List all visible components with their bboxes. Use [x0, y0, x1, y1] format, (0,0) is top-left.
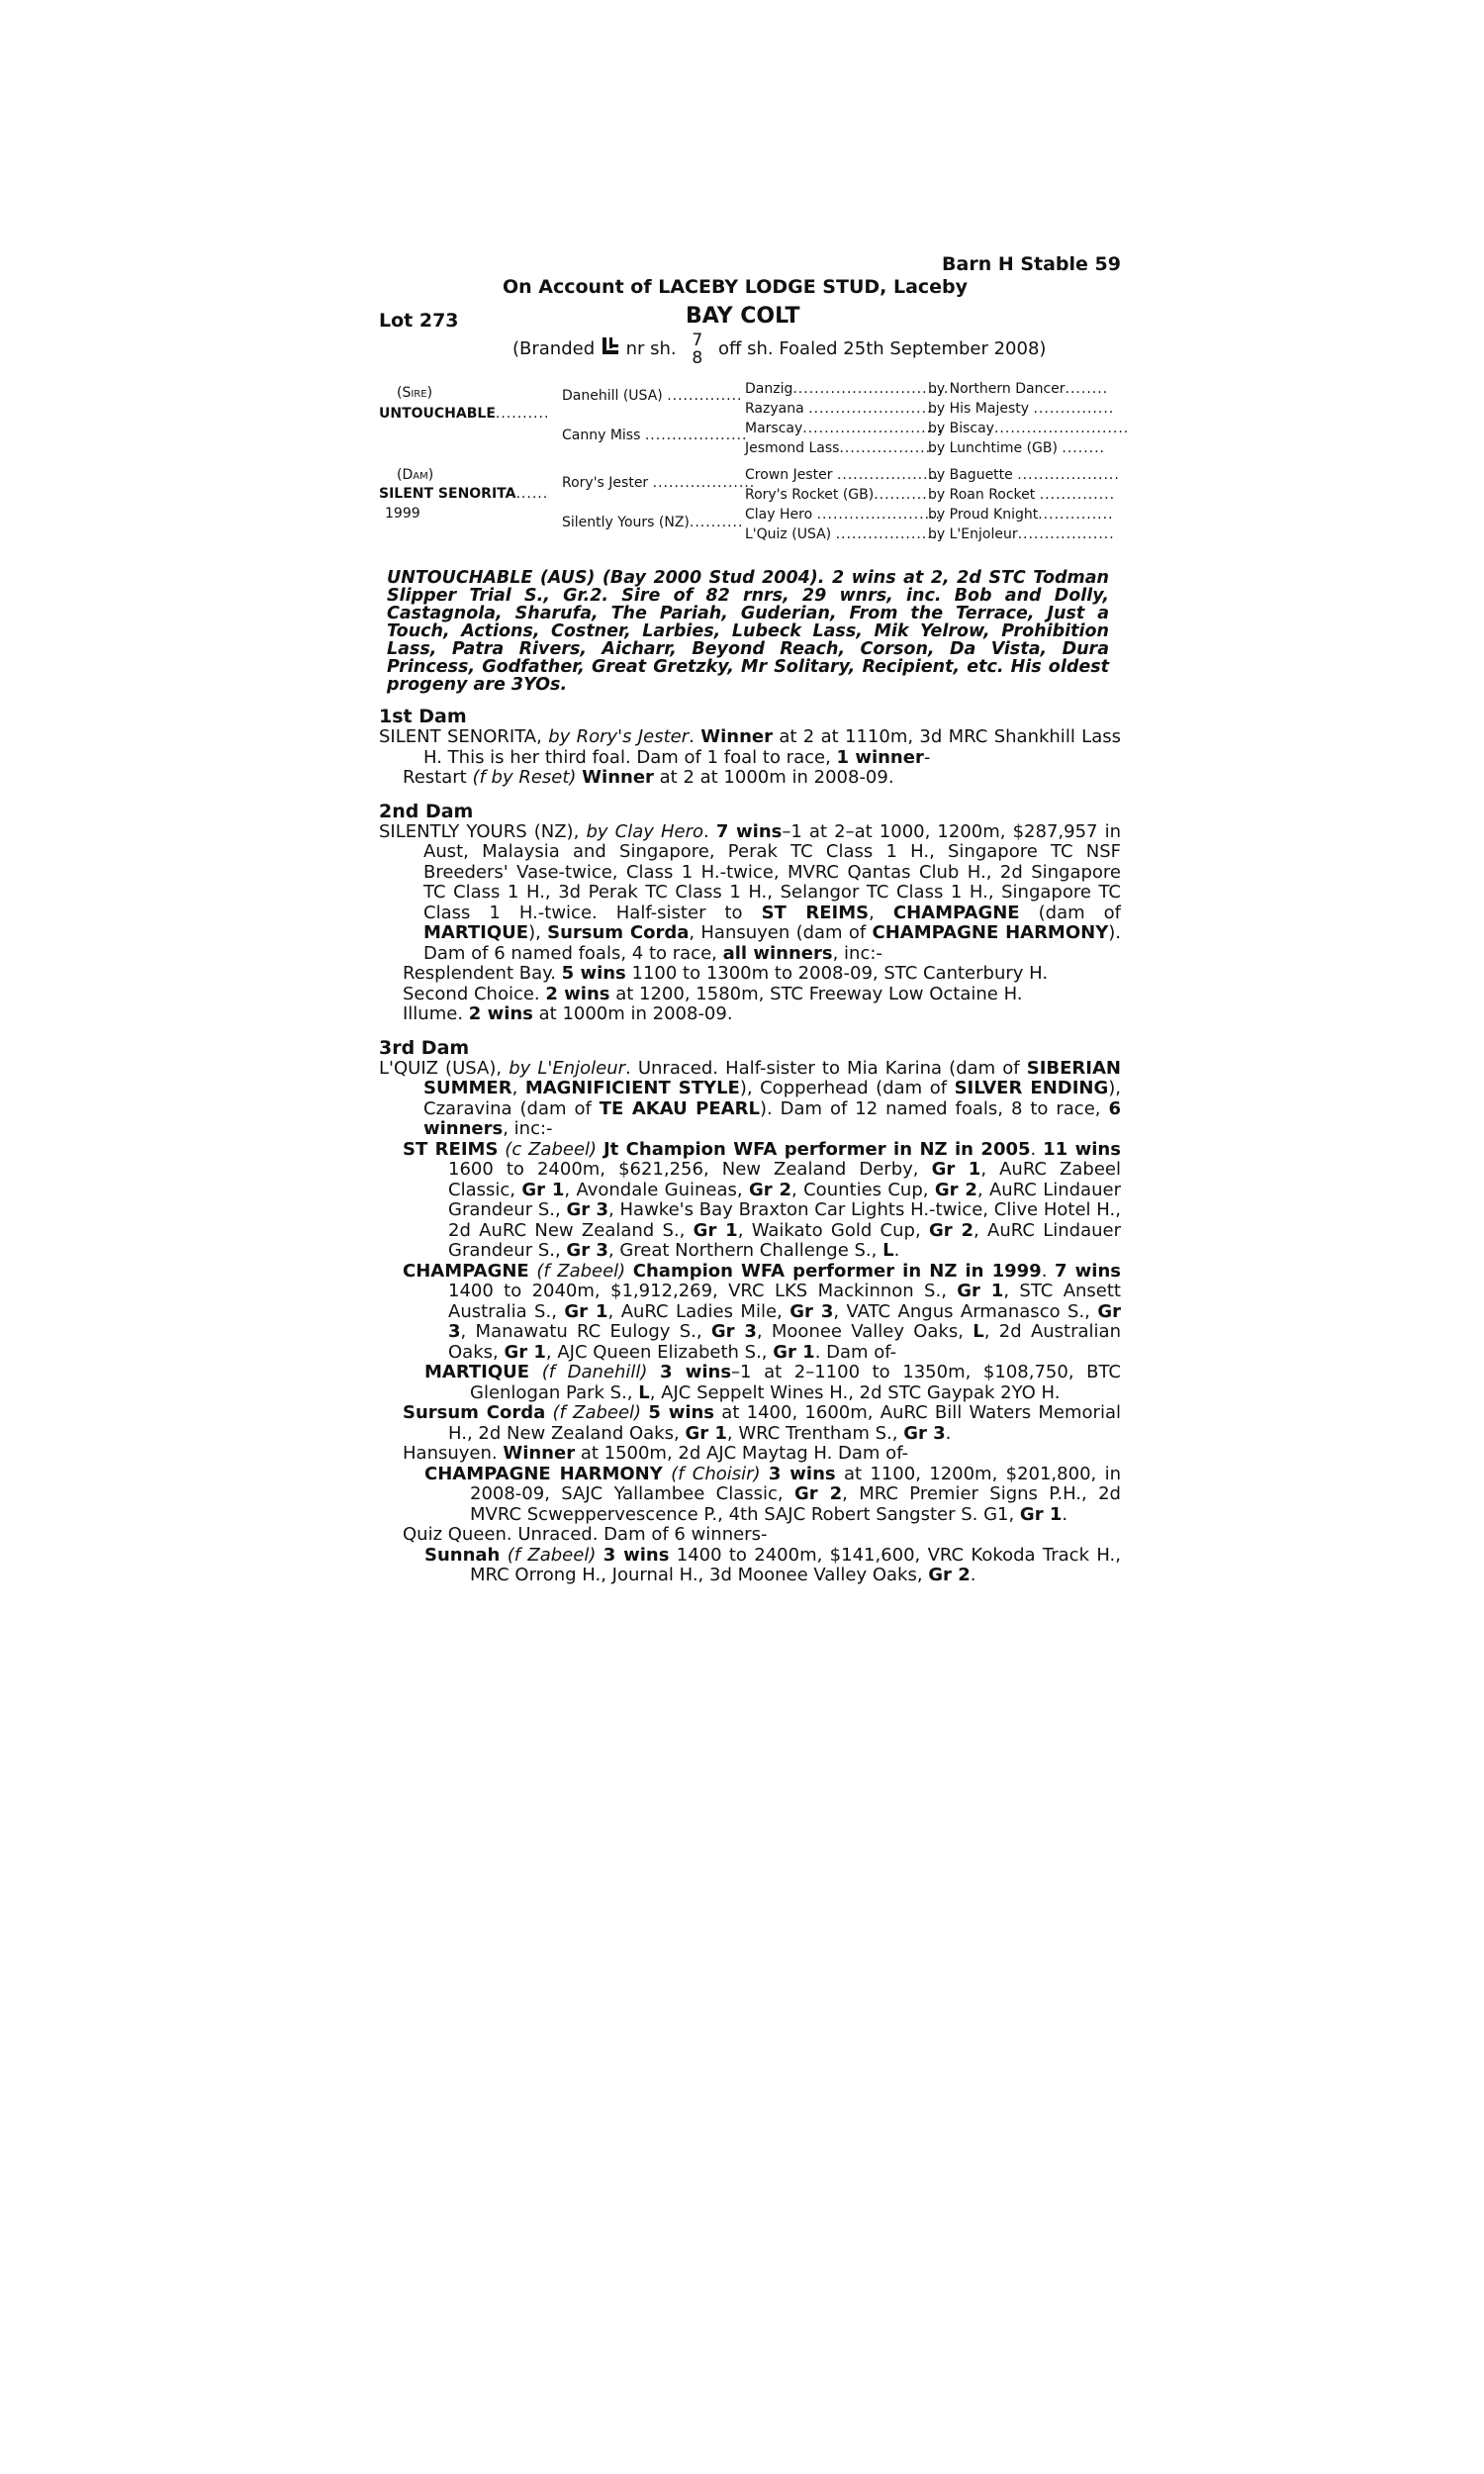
sdd-text: by Lunchtime (GB): [928, 440, 1058, 456]
grade: Gr 2: [794, 1483, 843, 1504]
dam-by: by L'Enjoleur: [509, 1057, 626, 1079]
progeny-entry: [379, 964, 1121, 985]
bold-text: Champion WFA performer in NZ in 1999: [632, 1260, 1042, 1282]
text: , WRC Trentham S.,: [726, 1422, 904, 1444]
brand-fraction: [692, 332, 702, 367]
dd-dam: L'Quiz (USA) ....................: [745, 526, 944, 542]
dam-name: SILENT SENORITA......: [379, 486, 549, 502]
text: , AuRC Lindauer Grandeur S.,: [448, 1219, 1121, 1261]
sss: by Northern Dancer........: [928, 381, 1109, 397]
grade: Gr 1: [693, 1219, 738, 1241]
text: at 1500m, 2d AJC Maytag H. Dam of-: [575, 1443, 909, 1464]
bold-text: MAGNIFICIENT STYLE: [524, 1078, 740, 1098]
text: ), Czaravina (dam of: [423, 1078, 1121, 1119]
progeny-by: (f Zabeel): [507, 1544, 597, 1566]
text: ),: [528, 922, 548, 943]
progeny-entry: [379, 1465, 1121, 1526]
grade: Gr 3: [903, 1422, 946, 1444]
text: –1 at 2–at 1000, 1200m, $287,957 in Aust, Malaysia and Singapore, Perak TC Class 1 H., Singapore TC NSF Breeders' Vase-twice, Class 1 H.-twice, MVRC Qantas Club H., 2d Singapore TC Class 1 H., 3d Perak TC Class 1 H., Selangor TC Class 1 H., Singapore TC Class 1 H.-twice. Half-sister to: [423, 820, 1122, 923]
grade: Gr 2: [934, 1179, 977, 1200]
text: , 2d Australian Oaks,: [448, 1321, 1121, 1363]
bold-text: SILVER ENDING: [954, 1078, 1109, 1098]
text: , inc:-: [503, 1118, 553, 1139]
sd-dam: Jesmond Lass..................: [745, 440, 937, 456]
text: 1400 to 2040m, $1,912,269, VRC LKS Mackinnon S.,: [448, 1281, 958, 1301]
sire-dam-text: Canny Miss: [562, 428, 641, 443]
sire-label: (Sire): [397, 385, 433, 401]
grade: Gr 1: [1019, 1503, 1063, 1525]
third-dam-entry: [379, 1059, 1121, 1140]
text: ,: [869, 902, 893, 923]
bold-text: Winner: [503, 1443, 576, 1464]
dam-name-text: SILENT SENORITA: [379, 486, 516, 502]
progeny-entry: [379, 1004, 1121, 1025]
text: , Moonee Valley Oaks,: [756, 1321, 974, 1342]
dd-dam-text: L'Quiz (USA): [745, 526, 832, 542]
dsd-text: by Roan Rocket: [928, 487, 1036, 503]
progeny-entry: [379, 1140, 1121, 1262]
text: , Counties Cup,: [791, 1179, 935, 1200]
ssd-text: by His Majesty: [928, 401, 1030, 417]
progeny-by: (f Zabeel): [536, 1260, 626, 1282]
grade: Gr 3: [448, 1300, 1121, 1342]
progeny-entry: [379, 1363, 1121, 1403]
text: Resplendent Bay.: [403, 963, 562, 984]
progeny-name: Sursum Corda: [403, 1402, 546, 1423]
bold-text: 1 winner: [836, 746, 924, 768]
text: .: [703, 820, 716, 842]
grade: Gr 3: [789, 1300, 834, 1322]
text: , Great Northern Challenge S.,: [607, 1240, 883, 1261]
progeny-name: CHAMPAGNE HARMONY: [424, 1463, 663, 1484]
first-dam-heading: 1st Dam: [379, 706, 467, 727]
progeny-name: ST REIMS: [403, 1138, 499, 1160]
ss-dam: Razyana ........................: [745, 401, 938, 417]
text: at 1200, 1580m, STC Freeway Low Octaine H.: [609, 983, 1023, 1004]
grade: Gr 3: [710, 1321, 757, 1342]
text: .: [970, 1565, 976, 1585]
text: .: [1030, 1138, 1044, 1160]
sire-name: UNTOUCHABLE..........: [379, 406, 550, 422]
text: at 1000m in 2008-09.: [532, 1003, 733, 1024]
ss-dam-text: Razyana: [745, 401, 804, 417]
text: .: [1041, 1260, 1056, 1282]
bold-text: SIBERIAN SUMMER: [423, 1057, 1121, 1098]
text: 1400 to 2400m, $141,600, VRC Kokoda Track H., MRC Orrong H., Journal H., 3d Moonee Valley Oaks,: [470, 1544, 1121, 1585]
dam-year: 1999: [385, 506, 420, 522]
progeny-entry: [379, 1444, 1121, 1465]
text: Quiz Queen. Unraced. Dam of 6 winners-: [403, 1524, 768, 1545]
bold-text: 6 winners: [423, 1097, 1121, 1139]
bold-text: 2 wins: [545, 983, 610, 1004]
bold-text: 7 wins: [1055, 1260, 1121, 1282]
progeny-name: CHAMPAGNE: [403, 1260, 529, 1282]
text: ,: [511, 1078, 525, 1098]
text: Illume.: [403, 1003, 469, 1024]
sdd: by Lunchtime (GB) ........: [928, 440, 1106, 456]
brand-nr: nr sh.: [625, 338, 677, 359]
text: Hansuyen.: [403, 1443, 504, 1464]
sire-sire-text: Danehill (USA): [562, 388, 663, 404]
dam-name-label: SILENTLY YOURS (NZ),: [379, 820, 580, 842]
sire-dam: Canny Miss ...................: [562, 428, 748, 443]
catalogue-page: [379, 252, 1130, 1586]
bold-text: 3 wins: [603, 1544, 670, 1566]
text: , AJC Queen Elizabeth S.,: [545, 1341, 774, 1363]
sd-sire: Marscay..........................: [745, 421, 943, 436]
text: ), Copperhead (dam of: [739, 1078, 955, 1098]
text: , inc:-: [832, 942, 882, 964]
sire-sire: Danehill (USA) ..............: [562, 388, 743, 404]
brand-fraction-num: 7: [692, 331, 703, 350]
dd-sire-text: Clay Hero: [745, 507, 813, 523]
ds-dam: Rory's Rocket (GB)..........: [745, 487, 928, 503]
text: at 2 at 1110m, 3d MRC Shankhill Lass H. This is her third foal. Dam of 1 foal to race,: [423, 726, 1121, 768]
grade: Gr 3: [566, 1199, 609, 1220]
first-dam-entry: [379, 727, 1121, 768]
sire-summary: UNTOUCHABLE (AUS) (Bay 2000 Stud 2004). 2 wins at 2, 2d STC Todman Slipper Trial S., Gr.2. Sire of 82 rnrs, 29 wnrs, inc. Bob and Dolly, Castagnola, Sharufa, The Pariah, Guderian, From the Terrace, Just a Touch, Actions, Costner, Larbies, Lubeck Lass, Mik Yelrow, Prohibition Lass, Patra Rivers, Aicharr, Beyond Reach, Corson, Da Vista, Dura Princess, Godfather, Great Gretzky, Mr Solitary, Recipient, etc. His oldest progeny are 3YOs.: [387, 568, 1109, 695]
progeny-name: Sunnah: [424, 1544, 501, 1566]
dds: by Proud Knight..............: [928, 507, 1114, 523]
sds-text: by Biscay: [928, 421, 994, 436]
ddd-text: by L'Enjoleur: [928, 526, 1018, 542]
dam-by: by Rory's Jester: [548, 726, 690, 747]
bold-text: ST REIMS: [761, 902, 870, 923]
bold-text: all winners: [722, 942, 833, 964]
ddd: by L'Enjoleur..................: [928, 526, 1115, 542]
progeny-entry: [379, 1403, 1121, 1444]
bold-text: 3 wins: [768, 1463, 836, 1484]
sire-name-text: UNTOUCHABLE: [379, 406, 496, 422]
dd-sire: Clay Hero .......................: [745, 507, 941, 523]
progeny-by: (f Zabeel): [552, 1402, 642, 1423]
text: , STC Ansett Australia S.,: [448, 1281, 1121, 1322]
sd-sire-text: Marscay: [745, 421, 803, 436]
text: , AuRC Zabeel Classic,: [448, 1159, 1121, 1200]
text: 1600 to 2400m, $621,256, New Zealand Derby,: [448, 1159, 932, 1180]
text: , AuRC Lindauer Grandeur S.,: [448, 1179, 1121, 1220]
text: , Manawatu RC Eulogy S.,: [460, 1321, 711, 1342]
progeny-by: (f by Reset): [472, 767, 577, 788]
grade: Gr 1: [957, 1281, 1004, 1301]
text: .: [689, 726, 701, 747]
ds-sire: Crown Jester ...................: [745, 467, 940, 483]
dam-dam-text: Silently Yours (NZ): [562, 515, 690, 530]
bold-text: 5 wins: [561, 963, 626, 984]
bold-text: Jt Champion WFA performer in NZ in 2005: [603, 1138, 1031, 1160]
progeny-entry: [379, 985, 1121, 1005]
dam-name-label: L'QUIZ (USA),: [379, 1057, 503, 1079]
dam-sire-text: Rory's Jester: [562, 475, 649, 491]
text: ). Dam of 12 named foals, 8 to race,: [759, 1097, 1109, 1119]
lot-row: [379, 304, 1121, 332]
text: , AuRC Ladies Mile,: [607, 1300, 790, 1322]
grade: L: [638, 1381, 650, 1403]
dss-text: by Baguette: [928, 467, 1013, 483]
ss-sire-text: Danzig: [745, 381, 793, 397]
grade: Gr 1: [521, 1179, 565, 1200]
text: at 1100, 1200m, $201,800, in 2008-09, SAJC Yallambee Classic,: [470, 1463, 1121, 1504]
dam-label: (Dam): [397, 467, 434, 483]
pedigree-table: [379, 381, 1130, 549]
text: , Hansuyen (dam of: [689, 922, 873, 943]
text: , Waikato Gold Cup,: [737, 1219, 929, 1241]
ssd: by His Majesty ...............: [928, 401, 1115, 417]
bold-text: Sursum Corda: [547, 922, 690, 943]
text: . Unraced. Half-sister to Mia Karina (dam of: [625, 1057, 1027, 1079]
progeny-entry: [379, 1525, 1121, 1546]
text: –1 at 2–1100 to 1350m, $108,750, BTC Glenlogan Park S.,: [470, 1362, 1121, 1403]
dss: by Baguette ...................: [928, 467, 1120, 483]
progeny-name: Restart: [403, 767, 467, 788]
brand-prefix: (Branded: [512, 338, 596, 359]
ds-sire-text: Crown Jester: [745, 467, 833, 483]
brand-mark-icon: [601, 336, 620, 356]
dsd: by Roan Rocket ..............: [928, 487, 1116, 503]
bold-text: CHAMPAGNE HARMONY: [872, 922, 1109, 943]
bold-text: 3 wins: [660, 1362, 732, 1382]
brand-fraction-den: 8: [692, 348, 703, 368]
text: . Dam of-: [814, 1341, 897, 1363]
bold-text: Winner: [700, 726, 773, 747]
horse-description: BAY COLT: [686, 304, 800, 329]
dam-sire: Rory's Jester ...................: [562, 475, 756, 491]
progeny-entry: [379, 1262, 1121, 1364]
grade: L: [882, 1240, 894, 1261]
grade: Gr 2: [928, 1219, 974, 1241]
progeny-entry: [379, 1546, 1121, 1586]
bold-text: 11 wins: [1043, 1138, 1121, 1160]
text: .: [1062, 1503, 1068, 1525]
bold-text: MARTIQUE: [423, 922, 529, 943]
grade: Gr 1: [773, 1341, 815, 1363]
text: 1100 to 1300m to 2008-09, STC Canterbury H.: [625, 963, 1049, 984]
grade: Gr 1: [564, 1300, 608, 1322]
progeny-by: (f Danehill): [541, 1362, 648, 1382]
grade: Gr 1: [931, 1159, 981, 1180]
ds-dam-text: Rory's Rocket (GB): [745, 487, 875, 503]
dam-by: by Clay Hero: [586, 820, 704, 842]
progeny-by: (c Zabeel): [505, 1138, 598, 1160]
text: , VATC Angus Armanasco S.,: [833, 1300, 1098, 1322]
bold-text: TE AKAU PEARL: [599, 1097, 760, 1119]
sss-text: by Northern Dancer: [928, 381, 1066, 397]
text: ). Dam of 6 named foals, 4 to race,: [423, 922, 1121, 964]
progeny-entry: [379, 768, 1121, 789]
bold-text: 2 wins: [468, 1003, 533, 1024]
dds-text: by Proud Knight: [928, 507, 1039, 523]
second-dam-heading: 2nd Dam: [379, 800, 474, 822]
grade: Gr 2: [928, 1565, 971, 1585]
grade: Gr 3: [566, 1240, 608, 1261]
text: , AJC Seppelt Wines H., 2d STC Gaypak 2YO H.: [649, 1381, 1061, 1403]
dam-name-label: SILENT SENORITA,: [379, 726, 542, 747]
barn-stable: Barn H Stable 59: [942, 253, 1121, 275]
third-dam-heading: 3rd Dam: [379, 1036, 470, 1059]
text: at 1400, 1600m, AuRC Bill Waters Memorial H., 2d New Zealand Oaks,: [448, 1402, 1121, 1444]
second-dam-entry: [379, 822, 1121, 965]
text: .: [893, 1240, 900, 1261]
text: (dam of: [1019, 902, 1122, 923]
grade: Gr 1: [504, 1341, 546, 1363]
ss-sire: Danzig.............................: [745, 381, 950, 397]
text: .: [945, 1422, 952, 1444]
text: -: [923, 746, 931, 768]
bold-text: 7 wins: [715, 820, 783, 842]
consignor: On Account of LACEBY LODGE STUD, Laceby: [502, 276, 969, 298]
text: Second Choice.: [403, 983, 546, 1004]
text: , MRC Premier Signs P.H., 2d MVRC Scweppervescence P., 4th SAJC Robert Sangster S. G1,: [470, 1483, 1121, 1525]
sds: by Biscay.........................: [928, 421, 1130, 436]
sd-dam-text: Jesmond Lass: [745, 440, 840, 456]
grade: Gr 2: [748, 1179, 792, 1200]
text: , Avondale Guineas,: [564, 1179, 749, 1200]
bold-text: 5 wins: [648, 1402, 715, 1423]
grade: Gr 1: [685, 1422, 727, 1444]
lot-number: Lot 273: [379, 310, 459, 332]
bold-text: Winner: [582, 767, 654, 788]
text: at 2 at 1000m in 2008-09.: [653, 767, 894, 788]
bold-text: CHAMPAGNE: [892, 902, 1020, 923]
grade: L: [973, 1321, 984, 1342]
brand-suffix: off sh. Foaled 25th September 2008): [717, 338, 1047, 359]
progeny-name: MARTIQUE: [424, 1362, 530, 1382]
dam-dam: Silently Yours (NZ)..........: [562, 515, 744, 530]
text: , Hawke's Bay Braxton Car Lights H.-twice, Clive Hotel H., 2d AuRC New Zealand S.,: [448, 1199, 1121, 1241]
brand-line: [512, 332, 1121, 367]
progeny-by: (f Choisir): [671, 1463, 761, 1484]
